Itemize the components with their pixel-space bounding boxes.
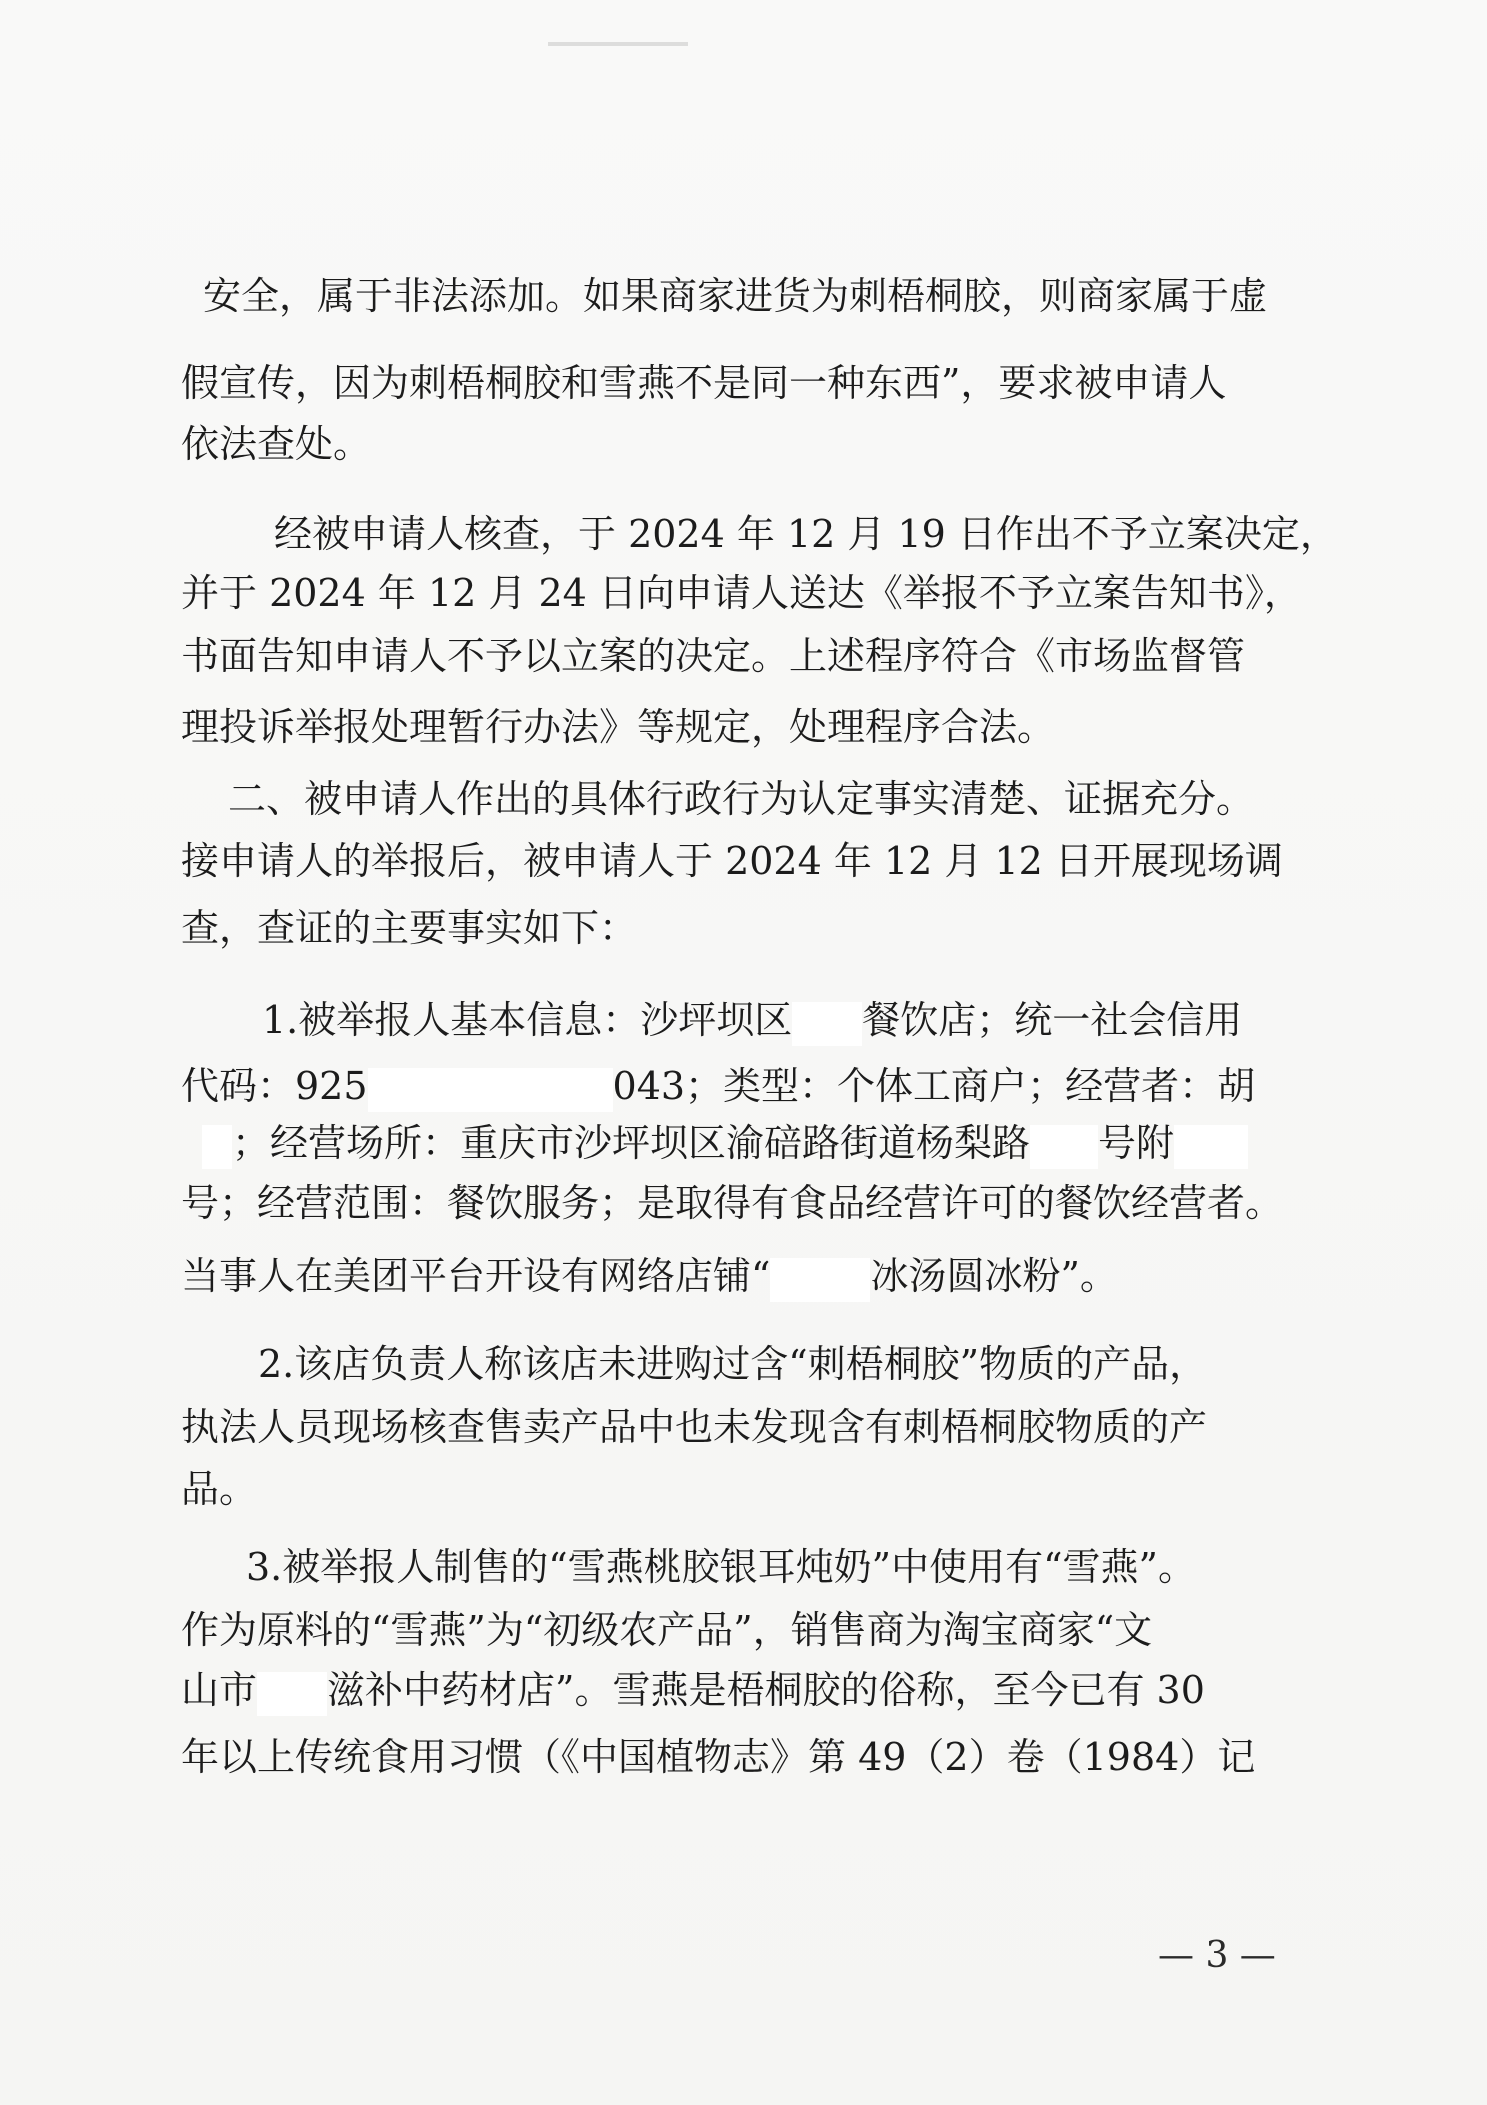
text-segment: 1.被举报人基本信息：沙坪坝区 [262, 998, 793, 1042]
paragraph-line [181, 1250, 1118, 1302]
redaction-box [1174, 1125, 1248, 1169]
redaction-box [770, 1258, 870, 1302]
paragraph-line: 书面告知申请人不予以立案的决定。上述程序符合《市场监督管 [181, 634, 1246, 678]
scan-artifact [548, 42, 688, 46]
redaction-box [368, 1068, 613, 1112]
redaction-box [792, 1002, 862, 1046]
text-segment: 滋补中药材店”。雪燕是梧桐胶的俗称，至今已有 30 [327, 1668, 1205, 1712]
text-segment: 当事人在美团平台开设有网络店铺“ [181, 1254, 771, 1298]
paragraph-line: 3.被举报人制售的“雪燕桃胶银耳炖奶”中使用有“雪燕”。 [246, 1545, 1196, 1589]
paragraph-line: 号；经营范围：餐饮服务；是取得有食品经营许可的餐饮经营者。 [181, 1181, 1284, 1225]
paragraph-line [181, 1664, 1205, 1716]
paragraph-line [202, 1117, 1248, 1169]
redaction-box [1030, 1125, 1098, 1169]
paragraph-line: 理投诉举报处理暂行办法》等规定，处理程序合法。 [181, 705, 1056, 749]
text-segment: 山市 [181, 1668, 258, 1712]
redaction-box [257, 1672, 327, 1716]
paragraph-line: 接申请人的举报后，被申请人于 2024 年 12 月 12 日开展现场调 [181, 839, 1283, 883]
text-segment: 冰汤圆冰粉”。 [870, 1254, 1118, 1298]
page-number: — 3 — [1158, 1935, 1276, 1976]
text-segment: 043；类型：个体工商户；经营者：胡 [612, 1064, 1256, 1108]
text-segment: ；经营场所：重庆市沙坪坝区渝碚路街道杨梨路 [232, 1121, 1031, 1165]
text-segment: 餐饮店；统一社会信用 [862, 998, 1243, 1042]
redaction-box [202, 1125, 232, 1169]
paragraph-line: 依法查处。 [181, 422, 372, 466]
paragraph-line: 经被申请人核查，于 2024 年 12 月 19 日作出不予立案决定， [274, 512, 1338, 556]
paragraph-line: 作为原料的“雪燕”为“初级农产品”，销售商为淘宝商家“文 [181, 1608, 1153, 1652]
paragraph-line: 安全，属于非法添加。如果商家进货为刺梧桐胶，则商家属于虚 [203, 274, 1268, 318]
paragraph-line: 执法人员现场核查售卖产品中也未发现含有刺梧桐胶物质的产 [181, 1405, 1208, 1449]
paragraph-line: 查，查证的主要事实如下： [181, 906, 638, 950]
paragraph-line: 年以上传统食用习惯（《中国植物志》第 49（2）卷（1984）记 [181, 1735, 1256, 1779]
text-segment: 代码：925 [181, 1064, 368, 1108]
section-heading-line: 二、被申请人作出的具体行政行为认定事实清楚、证据充分。 [228, 777, 1255, 821]
text-segment: 号附 [1098, 1121, 1175, 1165]
paragraph-line: 并于 2024 年 12 月 24 日向申请人送达《举报不予立案告知书》， [181, 571, 1302, 615]
paragraph-line [262, 994, 1242, 1046]
paragraph-line: 假宣传，因为刺梧桐胶和雪燕不是同一种东西”，要求被申请人 [181, 361, 1227, 405]
paragraph-line: 2.该店负责人称该店未进购过含“刺梧桐胶”物质的产品， [258, 1342, 1208, 1386]
paragraph-line: 品。 [181, 1467, 258, 1511]
paragraph-line [181, 1060, 1255, 1112]
